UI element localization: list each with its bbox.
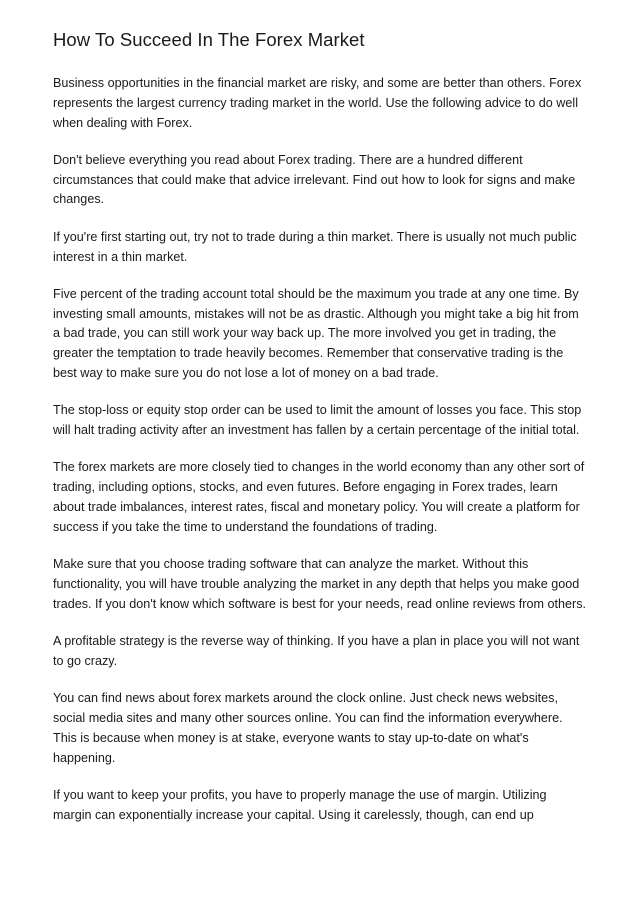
article: [53, 28, 588, 843]
paragraph-3: If you're first starting out, try not to trade during a thin market. There is usually not much public interest in a thin market.: [53, 229, 577, 264]
paragraph-6: The forex markets are more closely tied to changes in the world economy than any other sort of trading, including options, stocks, and even futures. Before engaging in Forex trades, learn about trade imbalances, interest rates, fiscal and monetary policy. You will create a platform for success if you take the time to understand the foundations of trading.: [53, 460, 585, 534]
paragraph-10: If you want to keep your profits, you have to properly manage the use of margin. Utilizing margin can exponentially increase your capital. Using it carelessly, though, can end up: [53, 787, 547, 822]
paragraph-8: A profitable strategy is the reverse way of thinking. If you have a plan in place you will not want to go crazy.: [53, 634, 580, 668]
paragraph-5: The stop-loss or equity stop order can be used to limit the amount of losses you face. This stop will halt trading activity after an investment has fallen by a certain percentage of the initial total.: [53, 403, 582, 438]
paragraph-2: Don't believe everything you read about Forex trading. There are a hundred different circumstances that could make that advice irrelevant. Find out how to look for signs and make changes.: [53, 152, 576, 207]
paragraph-9: You can find news about forex markets around the clock online. Just check news websites, social media sites and many other sources online. You can find the information everywhere. This is because when money is at stake, everyone wants to stay up-to-date on what's happening.: [53, 691, 563, 765]
paragraph-1: Business opportunities in the financial market are risky, and some are better than others. Forex represents the largest currency trading market in the world. Use the following advice to do well when dealing with Forex.: [53, 76, 582, 130]
paragraph-4: Five percent of the trading account total should be the maximum you trade at any one time. By investing small amounts, mistakes will not be as drastic. Although you might take a big hit from a bad trade, you can still work your way back up. The more involved you get in trading, the greater the temptation to trade heavily becomes. Remember that conservative trading is the best way to make sure you do not lose a lot of money on a bad trade.: [53, 286, 579, 381]
paragraph-7: Make sure that you choose trading software that can analyze the market. Without this functionality, you will have trouble analyzing the market in any depth that helps you make good trades. If you don't know which software is best for your needs, read online reviews from others.: [53, 557, 586, 611]
article-title: How To Succeed In The Forex Market: [53, 29, 365, 50]
